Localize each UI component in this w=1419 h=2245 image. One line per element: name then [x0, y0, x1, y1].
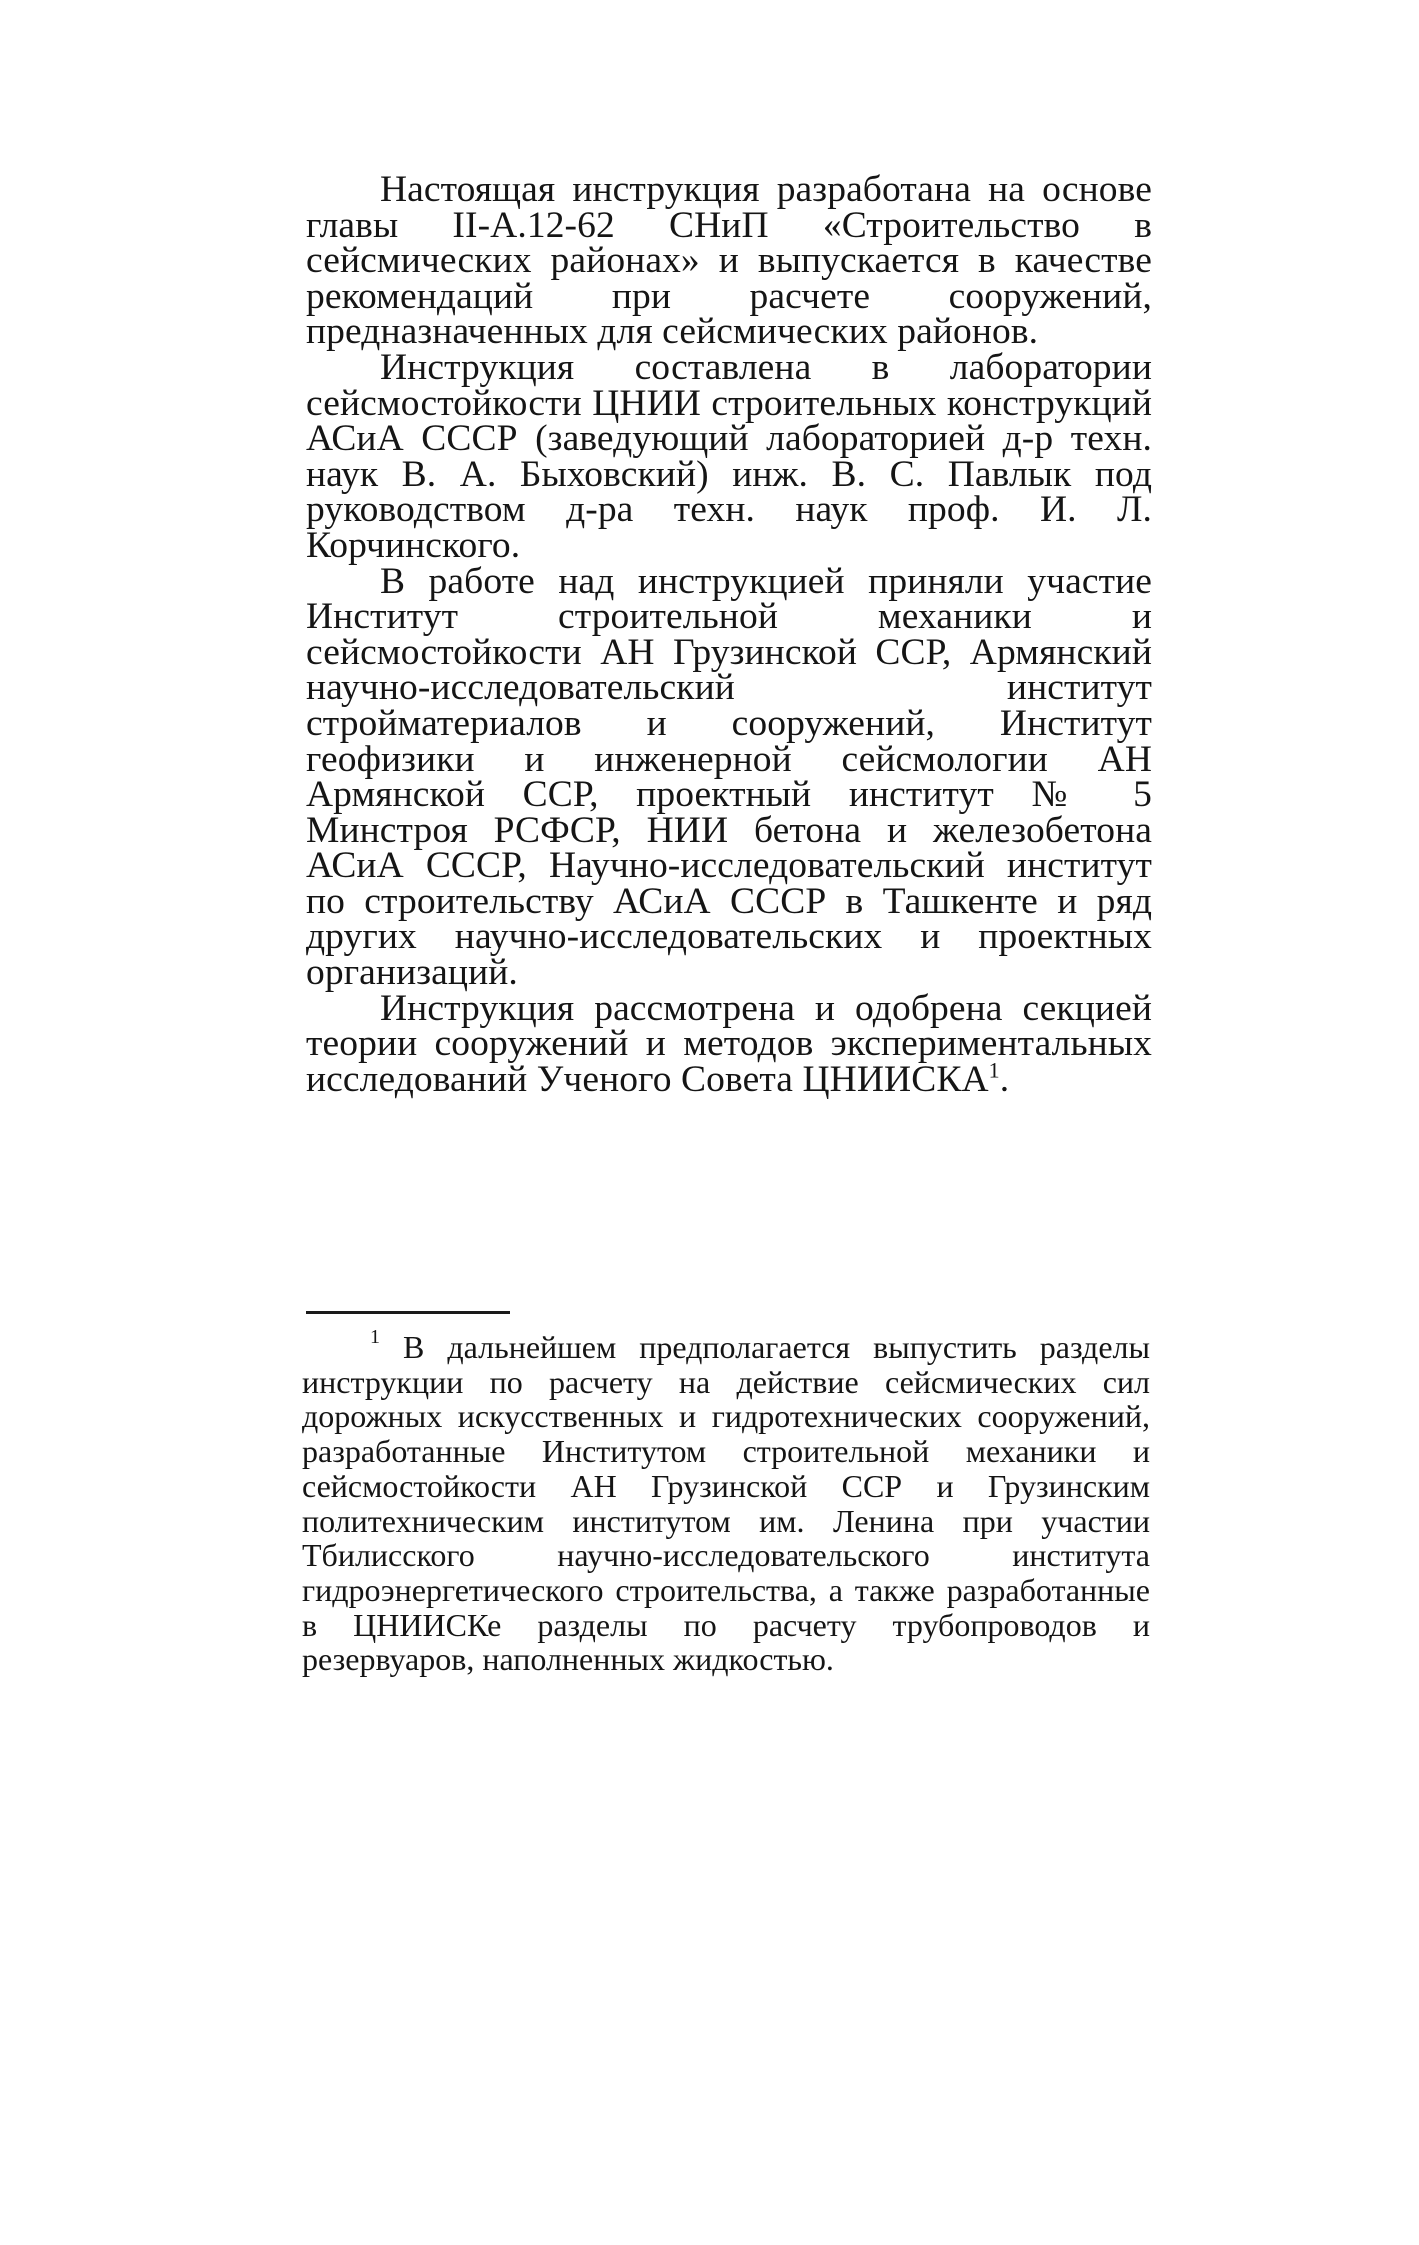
paragraph-basis: Настоящая инструкция разработана на основе главы II-А.12-62 СНиП «Строительство в сейсмических районах» и выпускается в качестве рекомендаций при расчете сооружений, предназначенных для сейсмических районов. [306, 169, 1152, 353]
paragraph-approval [306, 987, 1152, 1100]
approval-end: . [999, 1058, 1010, 1100]
paragraph-participants: В работе над инструкцией приняли участие Институт строительной механики и сейсмостойкости АН Грузинской ССР, Армянский научно-исследовательский институт стройматериалов и сооружений, Институт геофизики и инженерной сейсмологии АН Армянской ССР, проектный институт № 5 Минстроя РСФСР, НИИ бетона и железобетона АСиА СССР, Научно-исследовательский институт по строительству АСиА СССР в Ташкенте и ряд других научно-исследовательских и проектных организаций. [306, 560, 1152, 994]
footnote-separator [306, 1311, 510, 1314]
paragraph-authors: Инструкция составлена в лаборатории сейсмостойкости ЦНИИ строительных конструкций АСиА СССР (заведующий лабораторией д-р техн. наук В. А. Быховский) инж. В. С. Павлык под руководством д-ра техн. наук проф. И. Л. Корчинского. [306, 346, 1152, 566]
main-text [306, 169, 1152, 1100]
footnote-text: В дальнейшем предполагается выпустить разделы инструкции по расчету на действие сейсмических сил дорожных искусственных и гидротехнических сооружений, разработанные Институтом строительной механики и сейсмостойкости АН Грузинской ССР и Грузинским политехническим институтом им. Ленина при участии Тбилисского научно-исследовательского института гидроэнергетического строительства, а также разработанные в ЦНИИСКе разделы по расчету трубопроводов и резервуаров, наполненных жидкостью. [302, 1329, 1150, 1678]
footnote [302, 1326, 1150, 1678]
footnote-reference: 1 [988, 1057, 1000, 1083]
approval-text: Инструкция рассмотрена и одобрена секцией теории сооружений и методов экспериментальных исследований Ученого Совета ЦНИИСКА [306, 987, 1152, 1100]
footnote-marker: 1 [370, 1326, 380, 1349]
